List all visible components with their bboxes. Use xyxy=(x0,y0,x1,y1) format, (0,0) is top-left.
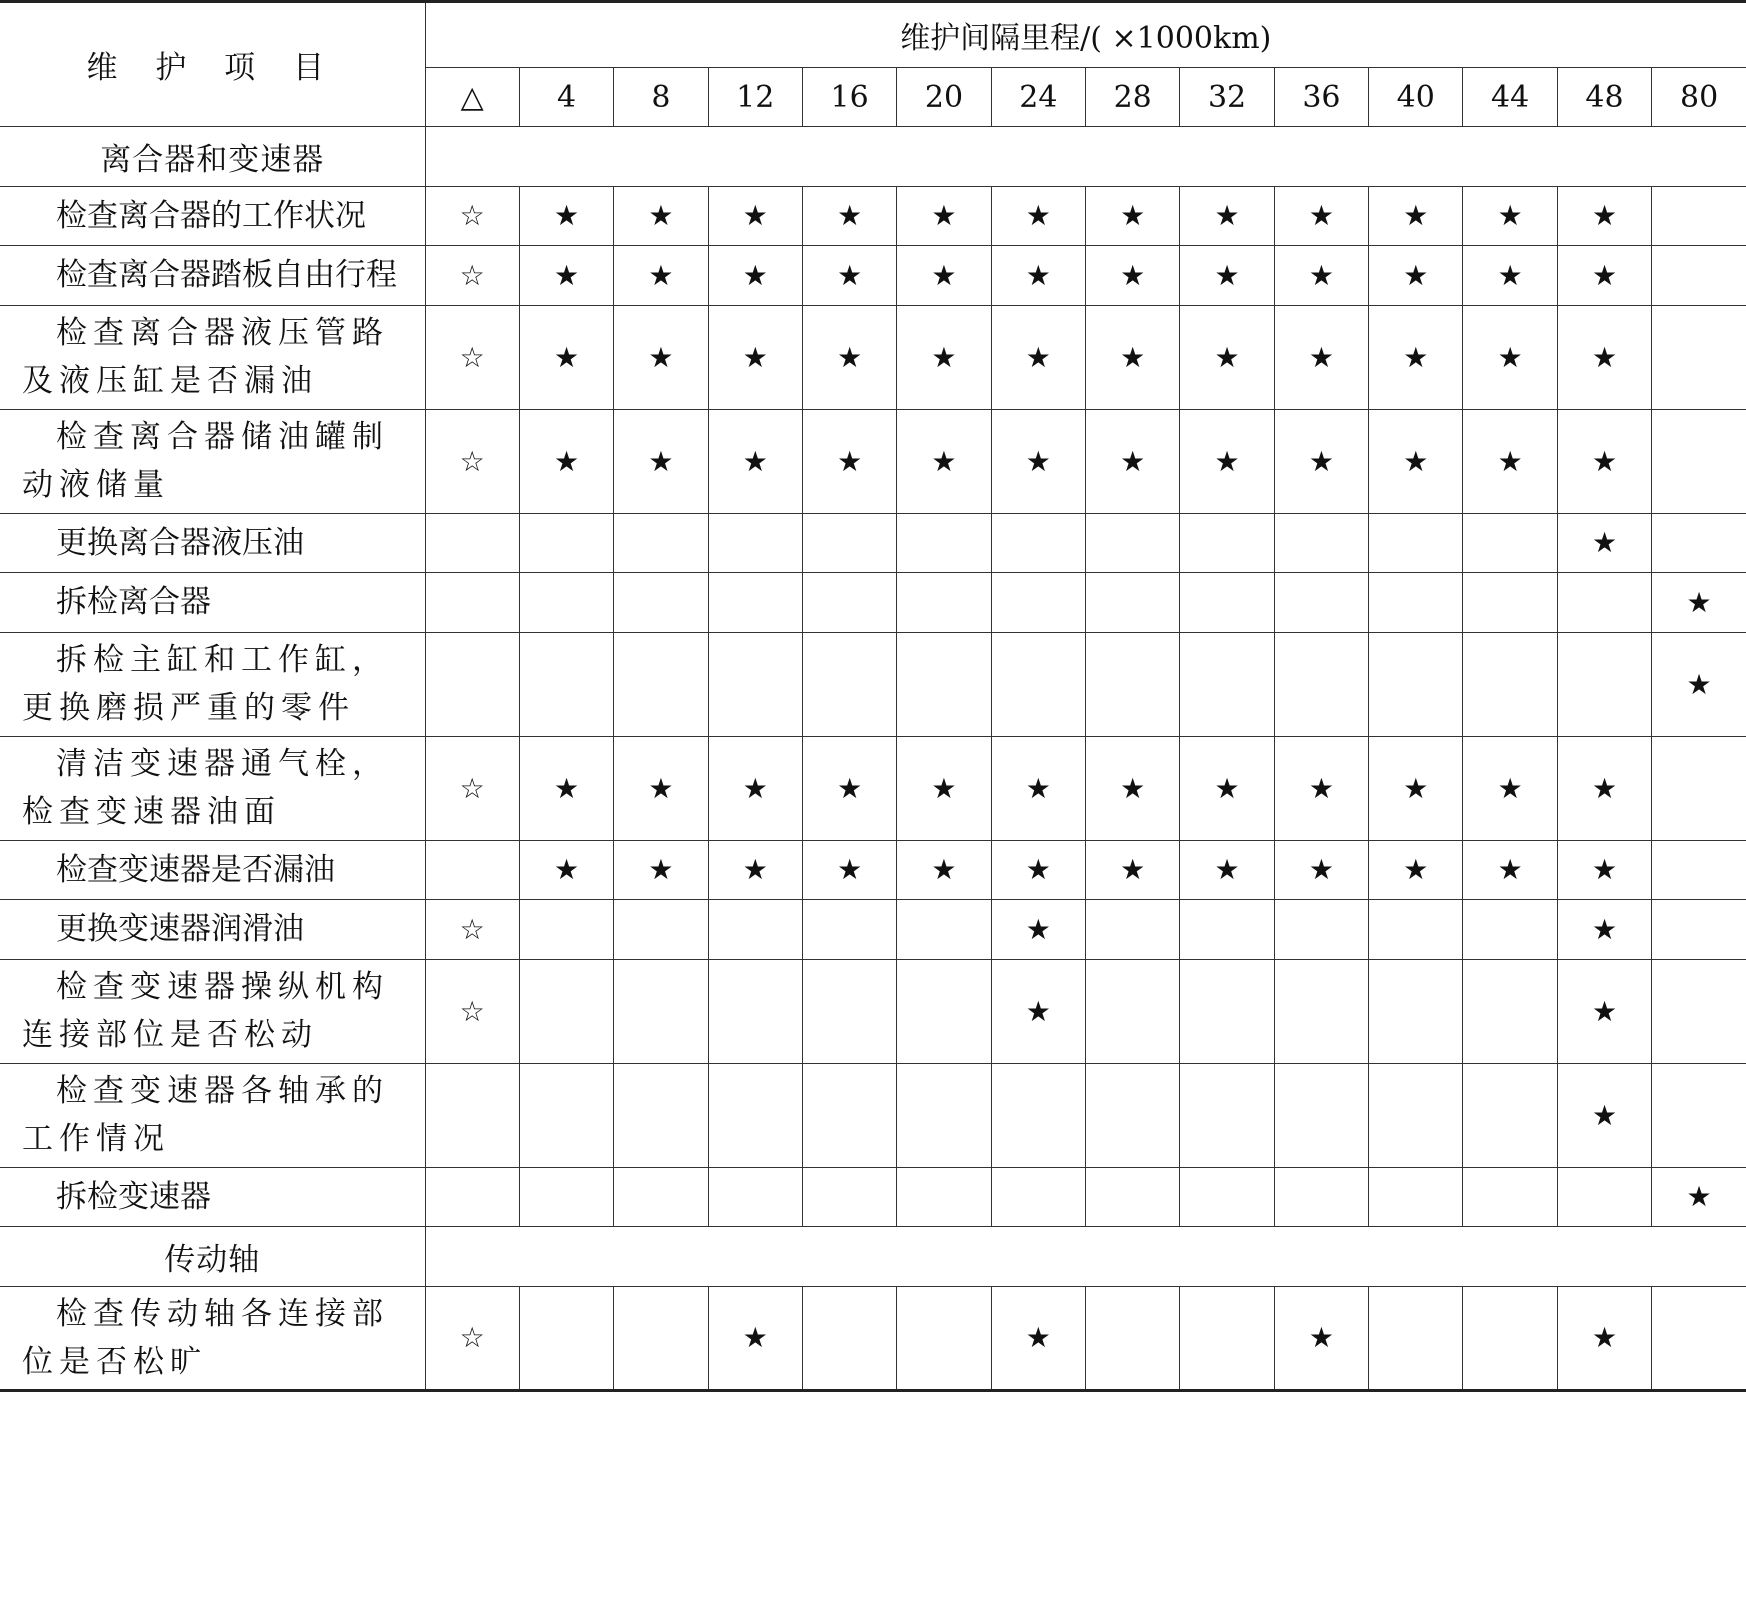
header-col-1: 4 xyxy=(519,68,613,127)
scheduled-star-mark: ★ xyxy=(1369,736,1463,840)
header-interval-label: 维护间隔里程/( ×1000km) xyxy=(425,2,1746,68)
scheduled-star-mark: ★ xyxy=(802,736,896,840)
initial-star-mark: ☆ xyxy=(425,736,519,840)
empty-cell xyxy=(1369,573,1463,633)
empty-cell xyxy=(1086,632,1180,736)
maintenance-item xyxy=(0,1167,425,1227)
maintenance-item-text: 检查变速器操纵机构连接部位是否松动 xyxy=(22,969,389,1053)
empty-cell xyxy=(897,513,991,573)
scheduled-star-mark: ★ xyxy=(991,409,1085,513)
empty-cell xyxy=(1086,1286,1180,1390)
scheduled-star-mark: ★ xyxy=(1180,246,1274,306)
maintenance-item-text: 检查变速器是否漏油 xyxy=(56,851,335,888)
header-row-group xyxy=(0,2,1746,68)
scheduled-star-mark: ★ xyxy=(614,246,708,306)
scheduled-star-mark: ★ xyxy=(1557,1063,1651,1167)
maintenance-item xyxy=(0,900,425,960)
scheduled-star-mark: ★ xyxy=(802,409,896,513)
empty-cell xyxy=(708,1063,802,1167)
maintenance-item-text: 拆检变速器 xyxy=(56,1178,211,1215)
initial-star-mark: ☆ xyxy=(425,900,519,960)
empty-cell xyxy=(425,1167,519,1227)
empty-cell xyxy=(991,1063,1085,1167)
empty-cell xyxy=(708,513,802,573)
empty-cell xyxy=(1652,246,1746,306)
empty-cell xyxy=(1652,900,1746,960)
empty-cell xyxy=(1463,573,1557,633)
empty-cell xyxy=(708,632,802,736)
empty-cell xyxy=(1369,1063,1463,1167)
empty-cell xyxy=(897,959,991,1063)
empty-cell xyxy=(1180,900,1274,960)
scheduled-star-mark: ★ xyxy=(802,840,896,900)
scheduled-star-mark: ★ xyxy=(1180,840,1274,900)
table-row xyxy=(0,513,1746,573)
scheduled-star-mark: ★ xyxy=(1557,900,1651,960)
scheduled-star-mark: ★ xyxy=(802,186,896,246)
maintenance-item xyxy=(0,1063,425,1167)
scheduled-star-mark: ★ xyxy=(1652,573,1746,633)
scheduled-star-mark: ★ xyxy=(897,246,991,306)
table-row xyxy=(0,409,1746,513)
header-col-3: 12 xyxy=(708,68,802,127)
empty-cell xyxy=(1463,959,1557,1063)
scheduled-star-mark: ★ xyxy=(1463,409,1557,513)
scheduled-star-mark: ★ xyxy=(1557,736,1651,840)
maintenance-item-text: 更换离合器液压油 xyxy=(56,524,304,561)
maintenance-item xyxy=(0,409,425,513)
empty-cell xyxy=(519,632,613,736)
scheduled-star-mark: ★ xyxy=(991,246,1085,306)
scheduled-star-mark: ★ xyxy=(1274,736,1368,840)
initial-star-mark: ☆ xyxy=(425,246,519,306)
empty-cell xyxy=(519,573,613,633)
empty-cell xyxy=(897,900,991,960)
scheduled-star-mark: ★ xyxy=(991,736,1085,840)
empty-cell xyxy=(802,1286,896,1390)
empty-cell xyxy=(991,1167,1085,1227)
empty-cell xyxy=(1463,632,1557,736)
empty-cell xyxy=(802,959,896,1063)
empty-cell xyxy=(1369,900,1463,960)
empty-cell xyxy=(708,900,802,960)
scheduled-star-mark: ★ xyxy=(991,1286,1085,1390)
scheduled-star-mark: ★ xyxy=(708,186,802,246)
scheduled-star-mark: ★ xyxy=(519,409,613,513)
empty-cell xyxy=(1180,1286,1274,1390)
empty-cell xyxy=(897,573,991,633)
table-row xyxy=(0,573,1746,633)
empty-cell xyxy=(1369,1167,1463,1227)
scheduled-star-mark: ★ xyxy=(1274,840,1368,900)
empty-cell xyxy=(1274,513,1368,573)
maintenance-item xyxy=(0,959,425,1063)
empty-cell xyxy=(614,632,708,736)
header-col-5: 20 xyxy=(897,68,991,127)
empty-cell xyxy=(614,959,708,1063)
empty-cell xyxy=(1369,632,1463,736)
header-col-13: 80 xyxy=(1652,68,1746,127)
empty-cell xyxy=(1369,513,1463,573)
empty-cell xyxy=(897,1286,991,1390)
table-row xyxy=(0,305,1746,409)
table-row xyxy=(0,1063,1746,1167)
empty-cell xyxy=(1180,1167,1274,1227)
scheduled-star-mark: ★ xyxy=(1557,409,1651,513)
maintenance-item-text: 拆检主缸和工作缸，更换磨损严重的零件 xyxy=(22,642,389,726)
empty-cell xyxy=(1086,900,1180,960)
scheduled-star-mark: ★ xyxy=(802,246,896,306)
scheduled-star-mark: ★ xyxy=(519,246,613,306)
scheduled-star-mark: ★ xyxy=(1463,840,1557,900)
initial-star-mark: ☆ xyxy=(425,1286,519,1390)
empty-cell xyxy=(1369,1286,1463,1390)
scheduled-star-mark: ★ xyxy=(1557,246,1651,306)
empty-cell xyxy=(519,513,613,573)
empty-cell xyxy=(1652,840,1746,900)
maintenance-item-text: 检查传动轴各连接部位是否松旷 xyxy=(22,1295,389,1380)
empty-cell xyxy=(425,573,519,633)
section-spacer xyxy=(425,1227,1746,1287)
section-title: 离合器和变速器 xyxy=(0,127,425,187)
empty-cell xyxy=(708,573,802,633)
section-title: 传动轴 xyxy=(0,1227,425,1287)
empty-cell xyxy=(614,1286,708,1390)
scheduled-star-mark: ★ xyxy=(1086,409,1180,513)
table-row xyxy=(0,1286,1746,1390)
scheduled-star-mark: ★ xyxy=(1274,409,1368,513)
header-col-6: 24 xyxy=(991,68,1085,127)
empty-cell xyxy=(897,1063,991,1167)
scheduled-star-mark: ★ xyxy=(1557,840,1651,900)
scheduled-star-mark: ★ xyxy=(1274,1286,1368,1390)
scheduled-star-mark: ★ xyxy=(1086,736,1180,840)
scheduled-star-mark: ★ xyxy=(1086,186,1180,246)
header-col-0: △ xyxy=(425,68,519,127)
empty-cell xyxy=(1652,959,1746,1063)
maintenance-item-text: 检查离合器踏板自由行程 xyxy=(56,257,397,294)
empty-cell xyxy=(1652,186,1746,246)
empty-cell xyxy=(1274,1167,1368,1227)
maintenance-item xyxy=(0,305,425,409)
empty-cell xyxy=(1463,1063,1557,1167)
empty-cell xyxy=(1463,900,1557,960)
empty-cell xyxy=(1180,573,1274,633)
header-col-4: 16 xyxy=(802,68,896,127)
initial-star-mark: ☆ xyxy=(425,409,519,513)
scheduled-star-mark: ★ xyxy=(1463,305,1557,409)
empty-cell xyxy=(1180,959,1274,1063)
scheduled-star-mark: ★ xyxy=(708,736,802,840)
empty-cell xyxy=(897,632,991,736)
scheduled-star-mark: ★ xyxy=(519,736,613,840)
empty-cell xyxy=(519,900,613,960)
maintenance-item xyxy=(0,573,425,633)
scheduled-star-mark: ★ xyxy=(708,1286,802,1390)
maintenance-item xyxy=(0,513,425,573)
maintenance-item-text: 清洁变速器通气栓，检查变速器油面 xyxy=(22,746,389,830)
table-row xyxy=(0,900,1746,960)
empty-cell xyxy=(1086,1063,1180,1167)
empty-cell xyxy=(802,573,896,633)
header-col-12: 48 xyxy=(1557,68,1651,127)
empty-cell xyxy=(1652,1063,1746,1167)
scheduled-star-mark: ★ xyxy=(897,409,991,513)
header-col-9: 36 xyxy=(1274,68,1368,127)
empty-cell xyxy=(708,1167,802,1227)
scheduled-star-mark: ★ xyxy=(708,305,802,409)
scheduled-star-mark: ★ xyxy=(1369,409,1463,513)
empty-cell xyxy=(1180,1063,1274,1167)
scheduled-star-mark: ★ xyxy=(1180,186,1274,246)
scheduled-star-mark: ★ xyxy=(991,959,1085,1063)
scheduled-star-mark: ★ xyxy=(991,186,1085,246)
header-col-11: 44 xyxy=(1463,68,1557,127)
empty-cell xyxy=(614,573,708,633)
section-spacer xyxy=(425,127,1746,187)
empty-cell xyxy=(1652,513,1746,573)
scheduled-star-mark: ★ xyxy=(897,186,991,246)
scheduled-star-mark: ★ xyxy=(1274,305,1368,409)
scheduled-star-mark: ★ xyxy=(1180,409,1274,513)
empty-cell xyxy=(1086,1167,1180,1227)
empty-cell xyxy=(991,573,1085,633)
scheduled-star-mark: ★ xyxy=(897,305,991,409)
empty-cell xyxy=(425,840,519,900)
header-col-8: 32 xyxy=(1180,68,1274,127)
empty-cell xyxy=(1463,1286,1557,1390)
header-col-10: 40 xyxy=(1369,68,1463,127)
scheduled-star-mark: ★ xyxy=(897,840,991,900)
maintenance-item-text: 拆检离合器 xyxy=(56,584,211,621)
empty-cell xyxy=(1086,959,1180,1063)
scheduled-star-mark: ★ xyxy=(1557,1286,1651,1390)
scheduled-star-mark: ★ xyxy=(1557,305,1651,409)
empty-cell xyxy=(1652,409,1746,513)
empty-cell xyxy=(1463,1167,1557,1227)
empty-cell xyxy=(614,900,708,960)
empty-cell xyxy=(802,1167,896,1227)
scheduled-star-mark: ★ xyxy=(1557,186,1651,246)
scheduled-star-mark: ★ xyxy=(1557,959,1651,1063)
empty-cell xyxy=(1557,573,1651,633)
empty-cell xyxy=(802,632,896,736)
scheduled-star-mark: ★ xyxy=(519,305,613,409)
maintenance-item xyxy=(0,246,425,306)
maintenance-item xyxy=(0,736,425,840)
scheduled-star-mark: ★ xyxy=(897,736,991,840)
empty-cell xyxy=(614,1063,708,1167)
scheduled-star-mark: ★ xyxy=(1369,186,1463,246)
empty-cell xyxy=(802,1063,896,1167)
scheduled-star-mark: ★ xyxy=(1180,736,1274,840)
empty-cell xyxy=(1274,632,1368,736)
empty-cell xyxy=(1274,900,1368,960)
maintenance-item-text: 检查离合器储油罐制动液储量 xyxy=(22,419,389,503)
table-row xyxy=(0,1167,1746,1227)
scheduled-star-mark: ★ xyxy=(1369,305,1463,409)
scheduled-star-mark: ★ xyxy=(1652,1167,1746,1227)
scheduled-star-mark: ★ xyxy=(614,186,708,246)
scheduled-star-mark: ★ xyxy=(614,305,708,409)
empty-cell xyxy=(519,1063,613,1167)
empty-cell xyxy=(425,513,519,573)
empty-cell xyxy=(519,1167,613,1227)
maintenance-item xyxy=(0,632,425,736)
empty-cell xyxy=(1274,959,1368,1063)
empty-cell xyxy=(425,632,519,736)
empty-cell xyxy=(519,1286,613,1390)
scheduled-star-mark: ★ xyxy=(708,409,802,513)
table-row xyxy=(0,736,1746,840)
scheduled-star-mark: ★ xyxy=(1463,736,1557,840)
maintenance-item xyxy=(0,840,425,900)
maintenance-item-text: 更换变速器润滑油 xyxy=(56,911,304,948)
empty-cell xyxy=(802,513,896,573)
table-row xyxy=(0,840,1746,900)
scheduled-star-mark: ★ xyxy=(708,246,802,306)
maintenance-item-text: 检查变速器各轴承的工作情况 xyxy=(22,1073,389,1157)
maintenance-item xyxy=(0,1286,425,1390)
header-col-2: 8 xyxy=(614,68,708,127)
scheduled-star-mark: ★ xyxy=(708,840,802,900)
empty-cell xyxy=(802,900,896,960)
empty-cell xyxy=(1274,1063,1368,1167)
empty-cell xyxy=(1086,513,1180,573)
scheduled-star-mark: ★ xyxy=(1086,305,1180,409)
table-row xyxy=(0,186,1746,246)
scheduled-star-mark: ★ xyxy=(1086,840,1180,900)
scheduled-star-mark: ★ xyxy=(519,186,613,246)
scheduled-star-mark: ★ xyxy=(1274,246,1368,306)
empty-cell xyxy=(1652,736,1746,840)
empty-cell xyxy=(425,1063,519,1167)
header-item-label: 维 护 项 目 xyxy=(0,2,425,127)
section-row xyxy=(0,127,1746,187)
scheduled-star-mark: ★ xyxy=(1369,246,1463,306)
scheduled-star-mark: ★ xyxy=(1463,186,1557,246)
table-row xyxy=(0,632,1746,736)
empty-cell xyxy=(614,513,708,573)
scheduled-star-mark: ★ xyxy=(614,840,708,900)
initial-star-mark: ☆ xyxy=(425,186,519,246)
scheduled-star-mark: ★ xyxy=(1463,246,1557,306)
empty-cell xyxy=(991,632,1085,736)
empty-cell xyxy=(991,513,1085,573)
scheduled-star-mark: ★ xyxy=(1274,186,1368,246)
empty-cell xyxy=(519,959,613,1063)
scheduled-star-mark: ★ xyxy=(1086,246,1180,306)
initial-star-mark: ☆ xyxy=(425,959,519,1063)
scheduled-star-mark: ★ xyxy=(991,840,1085,900)
scheduled-star-mark: ★ xyxy=(991,900,1085,960)
empty-cell xyxy=(1557,1167,1651,1227)
empty-cell xyxy=(614,1167,708,1227)
table-row xyxy=(0,246,1746,306)
header-col-7: 28 xyxy=(1086,68,1180,127)
empty-cell xyxy=(1652,305,1746,409)
scheduled-star-mark: ★ xyxy=(614,736,708,840)
scheduled-star-mark: ★ xyxy=(1557,513,1651,573)
scheduled-star-mark: ★ xyxy=(802,305,896,409)
section-row xyxy=(0,1227,1746,1287)
table-row xyxy=(0,959,1746,1063)
maintenance-item-text: 检查离合器的工作状况 xyxy=(56,197,366,234)
initial-star-mark: ☆ xyxy=(425,305,519,409)
empty-cell xyxy=(1463,513,1557,573)
empty-cell xyxy=(1180,513,1274,573)
scheduled-star-mark: ★ xyxy=(519,840,613,900)
empty-cell xyxy=(897,1167,991,1227)
maintenance-item-text: 检查离合器液压管路及液压缸是否漏油 xyxy=(22,315,389,399)
scheduled-star-mark: ★ xyxy=(1180,305,1274,409)
scheduled-star-mark: ★ xyxy=(1652,632,1746,736)
scheduled-star-mark: ★ xyxy=(1369,840,1463,900)
empty-cell xyxy=(1557,632,1651,736)
empty-cell xyxy=(1369,959,1463,1063)
empty-cell xyxy=(1086,573,1180,633)
empty-cell xyxy=(708,959,802,1063)
scheduled-star-mark: ★ xyxy=(991,305,1085,409)
empty-cell xyxy=(1652,1286,1746,1390)
empty-cell xyxy=(1180,632,1274,736)
empty-cell xyxy=(1274,573,1368,633)
scheduled-star-mark: ★ xyxy=(614,409,708,513)
maintenance-item xyxy=(0,186,425,246)
